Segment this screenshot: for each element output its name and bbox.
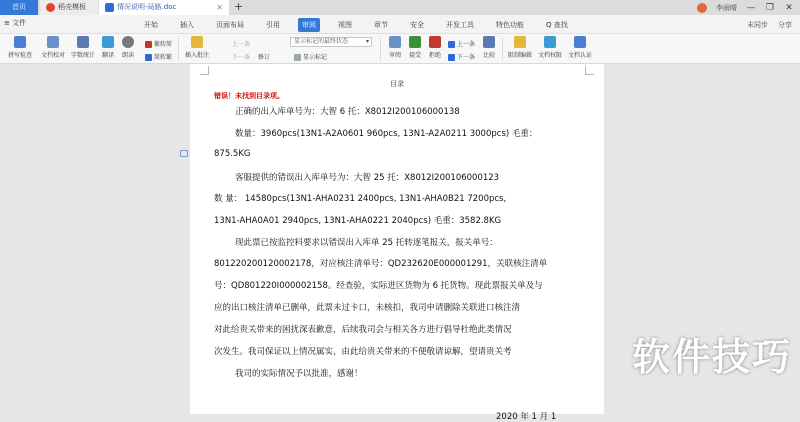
document-line: 801220200120002178，对应核注清单号：QD232620E000001291，关联核注清单: [214, 259, 548, 269]
document-page[interactable]: [190, 64, 604, 422]
document-line: 正确的出入库单号为：大智 6 托：X8012I200106000138: [235, 107, 460, 117]
new-tab-button[interactable]: +: [234, 0, 244, 13]
comment-marker-icon[interactable]: [180, 150, 188, 157]
review-ribbon: [0, 34, 800, 64]
tab-document[interactable]: [99, 0, 229, 15]
prev-change-label: 上一条: [457, 41, 476, 48]
simp-to-trad-button[interactable]: [145, 52, 172, 61]
tab-home[interactable]: 首页: [0, 0, 38, 15]
translate-button[interactable]: [98, 36, 118, 59]
permission-icon: [544, 36, 556, 48]
document-line: 对此给贵关带来的困扰深表歉意，后续我司会与相关各方进行倡导杜绝此类情况: [214, 325, 512, 335]
document-line: 现此票已按监控料要求以错误出入库单 25 托转逐笔报关，报关单号：: [235, 238, 498, 248]
menu-item[interactable]: 插入: [180, 20, 194, 29]
document-line: 我司的实际情况予以批准，感谢！: [235, 369, 363, 379]
document-line: 号：QD801220I000002158。经查验，实际进区货物为 6 托货物。现此票报关单及与: [214, 281, 543, 291]
trad-to-simp-icon: [145, 41, 152, 48]
menu-item[interactable]: 特色功能: [496, 20, 524, 29]
file-menu[interactable]: ≡ 文件: [4, 19, 27, 27]
document-line: 客服提供的错误出入库单号为：大智 25 托：X8012I200106000123: [235, 173, 500, 183]
menu-item[interactable]: 引用: [266, 20, 280, 29]
word-count-button[interactable]: [68, 36, 98, 59]
translate-label: 翻译: [101, 52, 114, 59]
menu-right: [747, 15, 792, 34]
menu-item[interactable]: 审阅: [298, 18, 320, 32]
next-change-label: 下一条: [457, 54, 476, 61]
user-name[interactable]: 李雨晴: [716, 3, 737, 12]
title-tab-bar: [0, 0, 800, 15]
document-line: 应的出口核注清单已删单，此票未过卡口，未核扣，我司申请删除关联进口核注清: [214, 303, 521, 313]
doc-proof-button[interactable]: [38, 36, 68, 59]
word-count-label: 字数统计: [70, 52, 95, 59]
close-tab-icon[interactable]: ✕: [216, 3, 223, 12]
restrict-edit-button[interactable]: [505, 36, 535, 59]
spell-check-button[interactable]: [4, 36, 36, 59]
review-icon: [389, 36, 401, 48]
docer-logo-icon: [46, 3, 55, 12]
document-line: 2020 年 1 月 1: [496, 412, 557, 422]
trad-to-simp-label: 繁转简: [154, 41, 173, 48]
show-markup-button[interactable]: [294, 52, 327, 61]
window-controls: [697, 0, 800, 15]
restrict-edit-label: 限制编辑: [507, 52, 532, 59]
prev-comment-button[interactable]: [232, 39, 250, 48]
trad-to-simp-button[interactable]: [145, 39, 172, 48]
tab-templates[interactable]: [40, 0, 98, 15]
ribbon-divider: [502, 38, 503, 60]
menu-item[interactable]: 章节: [374, 20, 388, 29]
menu-bar: [0, 15, 800, 34]
close-window-button[interactable]: ✕: [785, 2, 793, 13]
menu-item[interactable]: Q 查找: [546, 20, 568, 29]
toc-title: 目录: [390, 80, 404, 88]
read-aloud-label: 朗读: [121, 52, 134, 59]
next-change-button[interactable]: [448, 52, 475, 61]
spell-check-icon: [14, 36, 26, 48]
word-doc-icon: [105, 3, 114, 12]
accept-label: 接受: [408, 52, 421, 59]
prev-comment-label: 上一条: [232, 41, 251, 48]
show-markup-label: 显示标记: [303, 54, 328, 61]
spell-check-label: 拼写检查: [7, 52, 32, 59]
compare-icon: [483, 36, 495, 48]
comment-icon: [191, 36, 203, 48]
doc-proof-label: 文档校对: [40, 52, 65, 59]
maximize-button[interactable]: ❐: [765, 2, 775, 13]
document-line: 13N1-AHA0A01 2940pcs, 13N1-AHA0221 2040pcs) 毛重：3582.8KG: [214, 216, 502, 226]
accept-button[interactable]: [404, 36, 426, 59]
watermark: 软件技巧: [631, 335, 792, 379]
doc-cert-label: 文档认证: [567, 52, 592, 59]
accept-icon: [409, 36, 421, 48]
menu-item[interactable]: 安全: [410, 20, 424, 29]
doc-permission-label: 文档权限: [537, 52, 562, 59]
translate-icon: [102, 36, 114, 48]
review-button[interactable]: [384, 36, 406, 59]
compare-button[interactable]: [478, 36, 500, 59]
word-count-icon: [77, 36, 89, 48]
doc-permission-button[interactable]: [535, 36, 565, 59]
menu-item[interactable]: 开发工具: [446, 20, 474, 29]
page-corner-mark: [585, 66, 594, 75]
menu-item[interactable]: 页面布局: [216, 20, 244, 29]
prev-icon: [448, 41, 455, 48]
revise-label: 修订: [258, 54, 271, 61]
sync-status[interactable]: 未同步: [747, 20, 768, 29]
read-aloud-button[interactable]: [118, 36, 138, 59]
insert-comment-button[interactable]: [182, 36, 212, 59]
microphone-icon: [122, 36, 134, 48]
reject-label: 拒绝: [428, 52, 441, 59]
tab-templates-label: 稻壳模板: [58, 3, 86, 11]
menu-item[interactable]: 开始: [144, 20, 158, 29]
toc-error: 错误！未找到目录项。: [214, 92, 284, 100]
document-line: 数 量： 14580pcs(13N1-AHA0231 2400pcs, 13N1-AHA0B21 7200pcs,: [214, 194, 507, 204]
revise-button[interactable]: [258, 52, 270, 61]
prev-change-button[interactable]: [448, 39, 475, 48]
simp-to-trad-icon: [145, 54, 152, 61]
share-button[interactable]: 分享: [778, 20, 792, 29]
next-icon: [448, 54, 455, 61]
simp-to-trad-label: 简转繁: [154, 54, 173, 61]
next-comment-label: 下一条: [232, 54, 251, 61]
page-corner-mark: [200, 66, 209, 75]
tab-document-label: 情况说明-局路.doc: [117, 3, 177, 11]
next-comment-button[interactable]: [232, 52, 250, 61]
display-mode-select[interactable]: 显示标记的最终状态 ▾: [290, 37, 372, 47]
lock-icon: [514, 36, 526, 48]
menu-items: [140, 15, 586, 34]
certificate-icon: [574, 36, 586, 48]
compare-label: 比较: [482, 52, 495, 59]
reject-icon: [429, 36, 441, 48]
ribbon-divider: [380, 38, 381, 60]
minimize-button[interactable]: —: [746, 2, 756, 13]
avatar[interactable]: [697, 3, 707, 13]
document-line: 875.5KG: [214, 149, 251, 159]
reject-button[interactable]: [424, 36, 446, 59]
ribbon-divider: [178, 38, 179, 60]
review-label: 审阅: [388, 52, 401, 59]
document-line: 次发生。我司保证以上情况属实，由此给贵关带来的不便敬请谅解，望请贵关考: [214, 347, 512, 357]
insert-comment-label: 插入批注: [184, 52, 209, 59]
markup-icon: [294, 54, 301, 61]
doc-cert-button[interactable]: [565, 36, 595, 59]
doc-proof-icon: [47, 36, 59, 48]
document-line: 数量：3960pcs(13N1-A2A0601 960pcs, 13N1-A2A0211 3000pcs) 毛重：: [235, 129, 538, 139]
menu-item[interactable]: 视图: [338, 20, 352, 29]
